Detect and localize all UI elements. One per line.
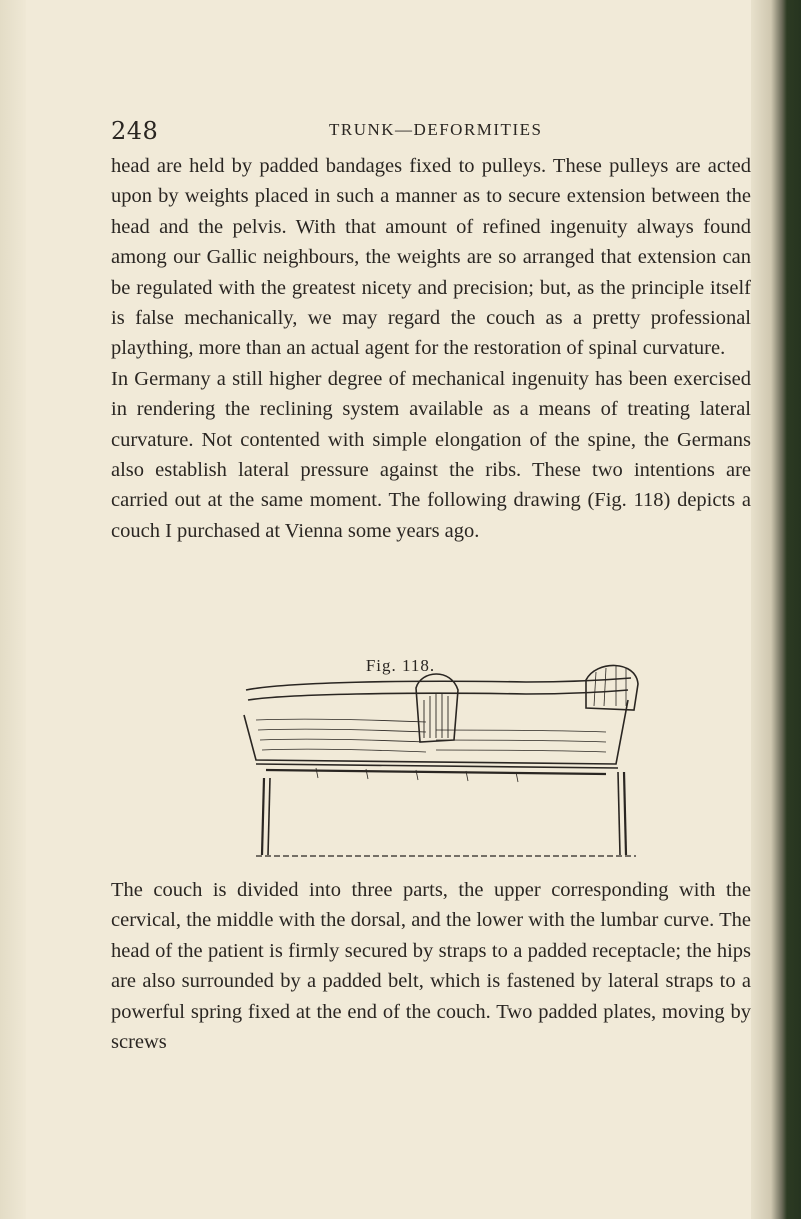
paragraph-1: head are held by padded bandages fixed to pulleys. These pulleys are acted upon by weights placed in such a manner as to secure extension between the head and the pelvis. With that amount of refined ingenuity always found among our Gallic neighbours, the weights are so arranged that extension can be regulated with the greatest nicety and precision; but, as the principle itself is false mechanically, we may regard the couch as a pretty professional plaything, more than an actual agent for the restoration of spinal curvature. bbox=[111, 155, 751, 360]
paragraph-3: The couch is divided into three parts, the upper corresponding with the cervical, the middle with the dorsal, and the lower with the lumbar curve. The head of the patient is firmly secured by straps to a padded receptacle; the hips are also surrounded by a padded belt, which is fastened by lateral straps to a powerful spring fixed at the end of the couch. Two padded plates, moving by screws bbox=[111, 879, 751, 1054]
page-header bbox=[111, 117, 747, 147]
body-text-top bbox=[111, 151, 751, 546]
couch-engraving bbox=[226, 660, 646, 860]
page-edge-right bbox=[751, 0, 801, 1219]
couch-illustration bbox=[226, 660, 646, 860]
figure-caption: Fig. 118. bbox=[365, 656, 436, 675]
page-number: 248 bbox=[111, 117, 159, 145]
page-edge-left bbox=[0, 0, 26, 1219]
running-head: TRUNK—DEFORMITIES bbox=[329, 120, 543, 139]
body-text-bottom bbox=[111, 875, 751, 1057]
paragraph-2: In Germany a still higher degree of mechanical ingenuity has been exercised in rendering the reclining system available as a means of treating lateral curvature. Not contented with simple elongation of the spine, the Germans also establish lateral pressure against the ribs. These two intentions are carried out at the same moment. The following drawing (Fig. 118) depicts a couch I purchased at Vienna some years ago. bbox=[111, 367, 751, 542]
